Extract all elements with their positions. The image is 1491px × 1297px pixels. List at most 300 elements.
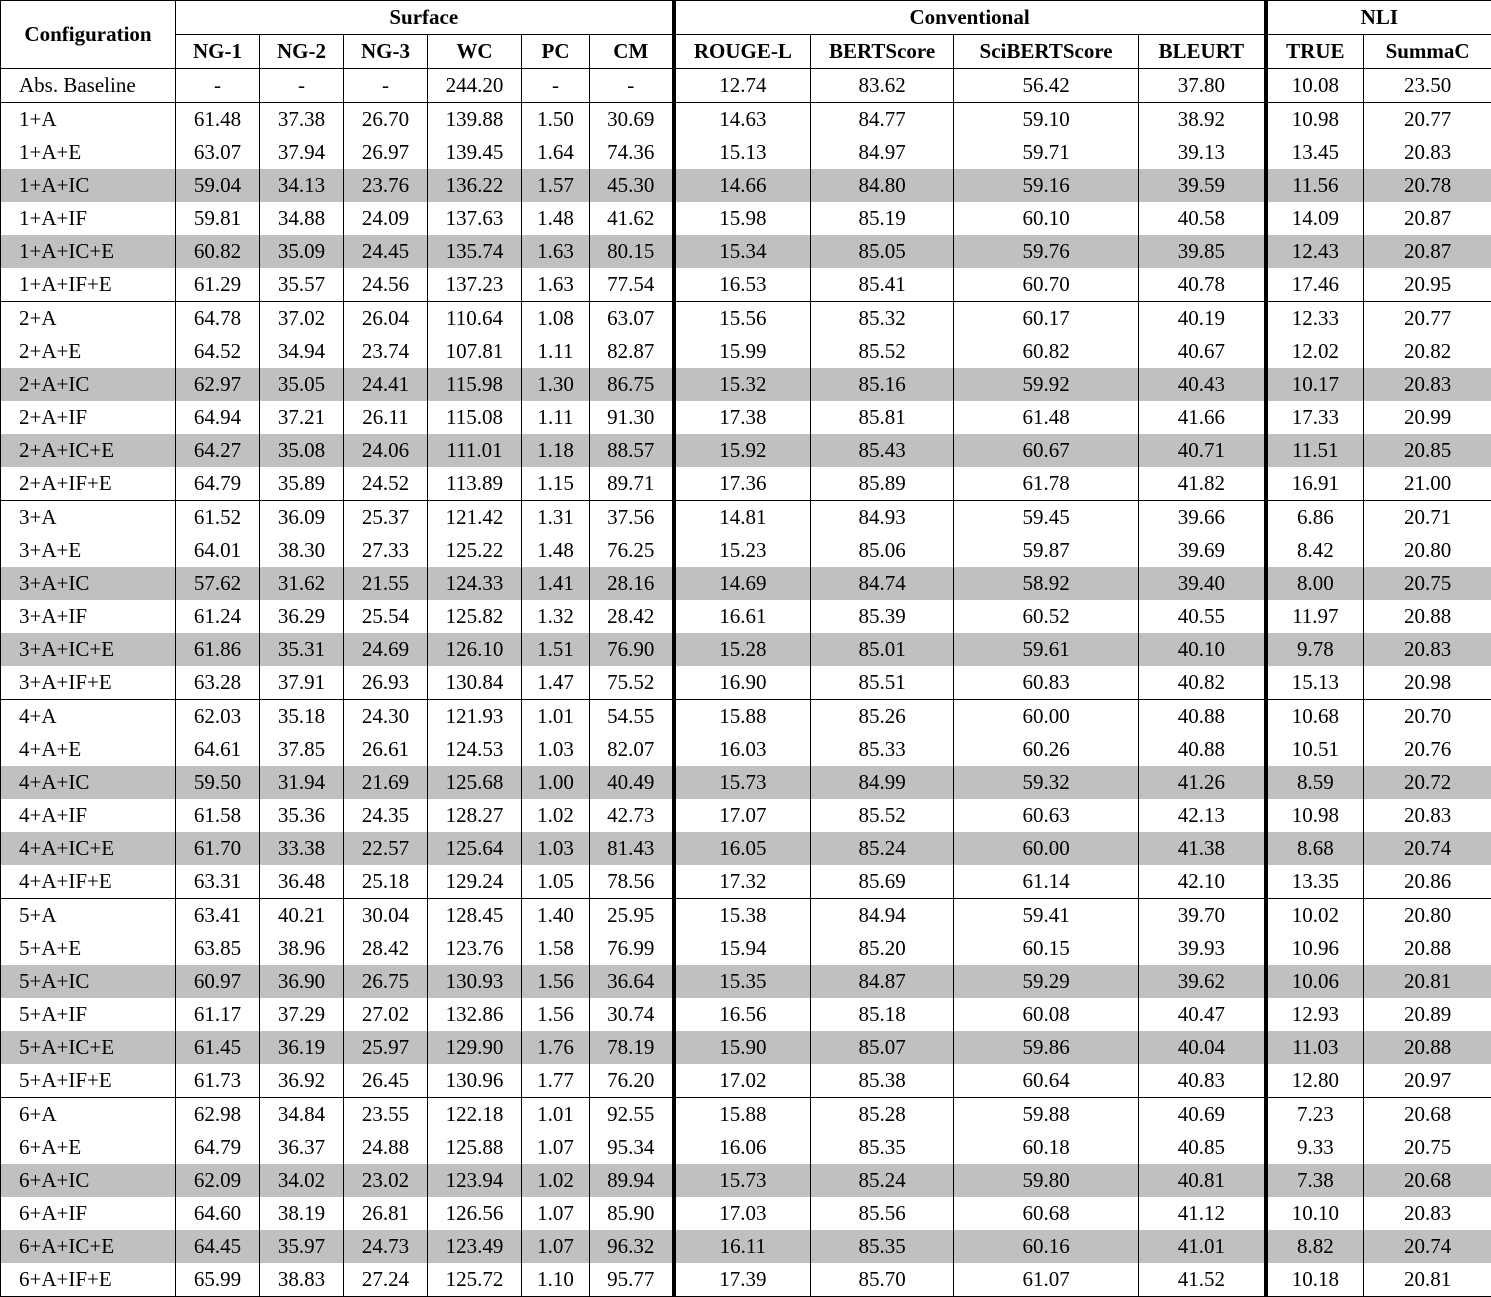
value-cell: 36.90	[260, 965, 344, 998]
table-row	[1, 666, 1491, 700]
value-cell: 78.19	[590, 1031, 674, 1064]
table-row	[1, 700, 1491, 734]
value-cell: 13.45	[1266, 136, 1364, 169]
value-cell: 40.49	[590, 766, 674, 799]
value-cell: 14.63	[674, 103, 811, 137]
value-cell: 10.18	[1266, 1263, 1364, 1297]
value-cell: 1.63	[522, 268, 590, 302]
value-cell: 15.94	[674, 932, 811, 965]
value-cell: 20.88	[1364, 1031, 1491, 1064]
value-cell: 121.42	[428, 501, 522, 535]
value-cell: 38.96	[260, 932, 344, 965]
value-cell: 37.91	[260, 666, 344, 700]
value-cell: 60.15	[954, 932, 1139, 965]
value-cell: 59.87	[954, 534, 1139, 567]
value-cell: 20.75	[1364, 567, 1491, 600]
value-cell: 17.38	[674, 401, 811, 434]
value-cell: 23.76	[344, 169, 428, 202]
value-cell: 64.79	[176, 1131, 260, 1164]
configuration-header: Configuration	[1, 1, 176, 69]
value-cell: -	[344, 69, 428, 103]
value-cell: 20.83	[1364, 136, 1491, 169]
column-header-row	[1, 35, 1491, 69]
value-cell: 15.88	[674, 1098, 811, 1132]
value-cell: 60.18	[954, 1131, 1139, 1164]
table-row	[1, 1064, 1491, 1098]
column-header-bleurt: BLEURT	[1139, 35, 1266, 69]
config-cell: 5+A+IF	[1, 998, 176, 1031]
config-cell: 2+A+IF	[1, 401, 176, 434]
table-row	[1, 401, 1491, 434]
value-cell: 35.36	[260, 799, 344, 832]
config-cell: 3+A+IC	[1, 567, 176, 600]
value-cell: 123.76	[428, 932, 522, 965]
config-cell: 3+A	[1, 501, 176, 535]
config-cell: 5+A+IC	[1, 965, 176, 998]
value-cell: 12.74	[674, 69, 811, 103]
value-cell: 60.00	[954, 700, 1139, 734]
value-cell: 85.41	[811, 268, 954, 302]
value-cell: 139.45	[428, 136, 522, 169]
value-cell: 42.10	[1139, 865, 1266, 899]
value-cell: 40.85	[1139, 1131, 1266, 1164]
value-cell: 36.19	[260, 1031, 344, 1064]
value-cell: 10.17	[1266, 368, 1364, 401]
value-cell: 25.54	[344, 600, 428, 633]
value-cell: 111.01	[428, 434, 522, 467]
value-cell: 40.88	[1139, 733, 1266, 766]
value-cell: 24.45	[344, 235, 428, 268]
table-row	[1, 434, 1491, 467]
value-cell: 61.07	[954, 1263, 1139, 1297]
value-cell: 59.92	[954, 368, 1139, 401]
value-cell: 39.66	[1139, 501, 1266, 535]
value-cell: 85.52	[811, 335, 954, 368]
column-header-bertscore: BERTScore	[811, 35, 954, 69]
value-cell: 125.72	[428, 1263, 522, 1297]
value-cell: 37.56	[590, 501, 674, 535]
value-cell: 27.24	[344, 1263, 428, 1297]
value-cell: 20.72	[1364, 766, 1491, 799]
value-cell: 40.19	[1139, 302, 1266, 336]
value-cell: 23.74	[344, 335, 428, 368]
value-cell: 35.89	[260, 467, 344, 501]
value-cell: 36.48	[260, 865, 344, 899]
value-cell: 89.94	[590, 1164, 674, 1197]
value-cell: 8.42	[1266, 534, 1364, 567]
value-cell: 59.10	[954, 103, 1139, 137]
value-cell: 84.94	[811, 899, 954, 933]
table-row	[1, 534, 1491, 567]
value-cell: 85.52	[811, 799, 954, 832]
table-row	[1, 1131, 1491, 1164]
value-cell: 36.37	[260, 1131, 344, 1164]
value-cell: 85.16	[811, 368, 954, 401]
config-cell: 4+A	[1, 700, 176, 734]
value-cell: 37.85	[260, 733, 344, 766]
value-cell: 40.04	[1139, 1031, 1266, 1064]
value-cell: 59.71	[954, 136, 1139, 169]
value-cell: 59.04	[176, 169, 260, 202]
value-cell: 22.57	[344, 832, 428, 865]
column-header-pc: PC	[522, 35, 590, 69]
value-cell: 16.91	[1266, 467, 1364, 501]
value-cell: 28.42	[590, 600, 674, 633]
value-cell: 15.73	[674, 1164, 811, 1197]
value-cell: 25.97	[344, 1031, 428, 1064]
value-cell: 59.29	[954, 965, 1139, 998]
value-cell: 85.01	[811, 633, 954, 666]
value-cell: 115.08	[428, 401, 522, 434]
value-cell: 42.73	[590, 799, 674, 832]
value-cell: 84.87	[811, 965, 954, 998]
table-row	[1, 567, 1491, 600]
value-cell: 60.67	[954, 434, 1139, 467]
value-cell: 85.56	[811, 1197, 954, 1230]
value-cell: 41.66	[1139, 401, 1266, 434]
value-cell: 61.73	[176, 1064, 260, 1098]
value-cell: 85.89	[811, 467, 954, 501]
value-cell: 40.58	[1139, 202, 1266, 235]
value-cell: 12.33	[1266, 302, 1364, 336]
value-cell: 85.24	[811, 1164, 954, 1197]
value-cell: 20.83	[1364, 633, 1491, 666]
value-cell: 23.50	[1364, 69, 1491, 103]
value-cell: 37.02	[260, 302, 344, 336]
value-cell: 26.81	[344, 1197, 428, 1230]
config-cell: 5+A	[1, 899, 176, 933]
value-cell: 39.70	[1139, 899, 1266, 933]
value-cell: 24.52	[344, 467, 428, 501]
value-cell: 16.05	[674, 832, 811, 865]
value-cell: 61.52	[176, 501, 260, 535]
value-cell: 60.63	[954, 799, 1139, 832]
value-cell: 16.06	[674, 1131, 811, 1164]
column-header-cm: CM	[590, 35, 674, 69]
value-cell: 64.78	[176, 302, 260, 336]
value-cell: 20.75	[1364, 1131, 1491, 1164]
value-cell: 74.36	[590, 136, 674, 169]
config-cell: 6+A+IF+E	[1, 1263, 176, 1297]
value-cell: 8.59	[1266, 766, 1364, 799]
value-cell: 11.03	[1266, 1031, 1364, 1064]
value-cell: 62.97	[176, 368, 260, 401]
value-cell: 61.17	[176, 998, 260, 1031]
value-cell: 39.13	[1139, 136, 1266, 169]
value-cell: 25.37	[344, 501, 428, 535]
value-cell: 39.62	[1139, 965, 1266, 998]
value-cell: 96.32	[590, 1230, 674, 1263]
value-cell: 15.23	[674, 534, 811, 567]
value-cell: 36.92	[260, 1064, 344, 1098]
table-row	[1, 302, 1491, 336]
value-cell: -	[176, 69, 260, 103]
value-cell: 128.45	[428, 899, 522, 933]
value-cell: 139.88	[428, 103, 522, 137]
value-cell: 126.10	[428, 633, 522, 666]
value-cell: 125.68	[428, 766, 522, 799]
value-cell: 23.55	[344, 1098, 428, 1132]
value-cell: 14.09	[1266, 202, 1364, 235]
value-cell: 11.51	[1266, 434, 1364, 467]
value-cell: 85.06	[811, 534, 954, 567]
value-cell: 1.31	[522, 501, 590, 535]
value-cell: 1.50	[522, 103, 590, 137]
value-cell: 37.94	[260, 136, 344, 169]
value-cell: 15.98	[674, 202, 811, 235]
value-cell: 17.39	[674, 1263, 811, 1297]
config-cell: 5+A+E	[1, 932, 176, 965]
value-cell: 16.61	[674, 600, 811, 633]
value-cell: 85.18	[811, 998, 954, 1031]
value-cell: 26.61	[344, 733, 428, 766]
value-cell: 17.02	[674, 1064, 811, 1098]
value-cell: 17.03	[674, 1197, 811, 1230]
table-row	[1, 932, 1491, 965]
value-cell: 21.69	[344, 766, 428, 799]
value-cell: 38.92	[1139, 103, 1266, 137]
value-cell: 40.47	[1139, 998, 1266, 1031]
value-cell: 125.82	[428, 600, 522, 633]
value-cell: 20.70	[1364, 700, 1491, 734]
config-cell: 1+A+IC	[1, 169, 176, 202]
value-cell: 60.10	[954, 202, 1139, 235]
value-cell: 1.01	[522, 700, 590, 734]
value-cell: 34.88	[260, 202, 344, 235]
value-cell: 20.80	[1364, 534, 1491, 567]
value-cell: 35.08	[260, 434, 344, 467]
value-cell: 85.19	[811, 202, 954, 235]
value-cell: 64.60	[176, 1197, 260, 1230]
value-cell: 85.33	[811, 733, 954, 766]
value-cell: 61.29	[176, 268, 260, 302]
value-cell: 130.96	[428, 1064, 522, 1098]
value-cell: 15.13	[1266, 666, 1364, 700]
value-cell: 31.94	[260, 766, 344, 799]
value-cell: 64.79	[176, 467, 260, 501]
value-cell: 15.56	[674, 302, 811, 336]
value-cell: 62.09	[176, 1164, 260, 1197]
value-cell: 15.35	[674, 965, 811, 998]
value-cell: 20.86	[1364, 865, 1491, 899]
value-cell: 41.12	[1139, 1197, 1266, 1230]
value-cell: 121.93	[428, 700, 522, 734]
value-cell: 40.78	[1139, 268, 1266, 302]
value-cell: 1.03	[522, 733, 590, 766]
group-header-surface: Surface	[176, 1, 674, 35]
table-row	[1, 1263, 1491, 1297]
value-cell: 39.40	[1139, 567, 1266, 600]
value-cell: 124.53	[428, 733, 522, 766]
table-row	[1, 633, 1491, 666]
value-cell: 30.04	[344, 899, 428, 933]
value-cell: 20.81	[1364, 965, 1491, 998]
value-cell: 85.28	[811, 1098, 954, 1132]
config-cell: Abs. Baseline	[1, 69, 176, 103]
value-cell: 59.86	[954, 1031, 1139, 1064]
table-row	[1, 1197, 1491, 1230]
value-cell: 65.99	[176, 1263, 260, 1297]
value-cell: 8.68	[1266, 832, 1364, 865]
table-row	[1, 832, 1491, 865]
value-cell: 113.89	[428, 467, 522, 501]
value-cell: 20.99	[1364, 401, 1491, 434]
value-cell: 20.88	[1364, 600, 1491, 633]
value-cell: 10.08	[1266, 69, 1364, 103]
value-cell: 10.02	[1266, 899, 1364, 933]
value-cell: 20.87	[1364, 235, 1491, 268]
value-cell: 16.90	[674, 666, 811, 700]
value-cell: 24.88	[344, 1131, 428, 1164]
value-cell: 1.07	[522, 1197, 590, 1230]
value-cell: 81.43	[590, 832, 674, 865]
value-cell: 1.03	[522, 832, 590, 865]
value-cell: 21.00	[1364, 467, 1491, 501]
column-header-summac: SummaC	[1364, 35, 1491, 69]
value-cell: 85.35	[811, 1230, 954, 1263]
value-cell: 84.97	[811, 136, 954, 169]
value-cell: 15.73	[674, 766, 811, 799]
table-row	[1, 69, 1491, 103]
value-cell: 11.56	[1266, 169, 1364, 202]
value-cell: 30.74	[590, 998, 674, 1031]
table-row	[1, 1164, 1491, 1197]
value-cell: 60.68	[954, 1197, 1139, 1230]
value-cell: 23.02	[344, 1164, 428, 1197]
value-cell: 82.87	[590, 335, 674, 368]
value-cell: 85.24	[811, 832, 954, 865]
value-cell: 60.82	[176, 235, 260, 268]
value-cell: 64.45	[176, 1230, 260, 1263]
value-cell: 85.90	[590, 1197, 674, 1230]
value-cell: 12.93	[1266, 998, 1364, 1031]
value-cell: 130.84	[428, 666, 522, 700]
value-cell: 1.40	[522, 899, 590, 933]
value-cell: 12.02	[1266, 335, 1364, 368]
value-cell: 16.11	[674, 1230, 811, 1263]
value-cell: 84.99	[811, 766, 954, 799]
value-cell: 39.85	[1139, 235, 1266, 268]
value-cell: 12.43	[1266, 235, 1364, 268]
value-cell: 64.61	[176, 733, 260, 766]
value-cell: 34.02	[260, 1164, 344, 1197]
value-cell: 123.49	[428, 1230, 522, 1263]
table-row	[1, 202, 1491, 235]
value-cell: 20.98	[1364, 666, 1491, 700]
value-cell: 61.48	[176, 103, 260, 137]
table-row	[1, 169, 1491, 202]
value-cell: 85.05	[811, 235, 954, 268]
value-cell: 128.27	[428, 799, 522, 832]
value-cell: 26.45	[344, 1064, 428, 1098]
value-cell: 59.81	[176, 202, 260, 235]
value-cell: 24.56	[344, 268, 428, 302]
value-cell: 60.97	[176, 965, 260, 998]
value-cell: 85.07	[811, 1031, 954, 1064]
value-cell: 34.94	[260, 335, 344, 368]
value-cell: 17.33	[1266, 401, 1364, 434]
value-cell: 1.63	[522, 235, 590, 268]
config-cell: 6+A+IC+E	[1, 1230, 176, 1263]
value-cell: 125.22	[428, 534, 522, 567]
value-cell: 9.33	[1266, 1131, 1364, 1164]
value-cell: 20.83	[1364, 799, 1491, 832]
value-cell: 35.57	[260, 268, 344, 302]
value-cell: 20.77	[1364, 103, 1491, 137]
value-cell: 86.75	[590, 368, 674, 401]
table-row	[1, 335, 1491, 368]
value-cell: 6.86	[1266, 501, 1364, 535]
value-cell: 33.38	[260, 832, 344, 865]
value-cell: 84.77	[811, 103, 954, 137]
value-cell: 1.51	[522, 633, 590, 666]
value-cell: 63.31	[176, 865, 260, 899]
value-cell: 59.32	[954, 766, 1139, 799]
value-cell: 25.95	[590, 899, 674, 933]
value-cell: 26.75	[344, 965, 428, 998]
value-cell: 21.55	[344, 567, 428, 600]
column-header-ng-2: NG-2	[260, 35, 344, 69]
value-cell: 41.26	[1139, 766, 1266, 799]
value-cell: 75.52	[590, 666, 674, 700]
value-cell: 40.81	[1139, 1164, 1266, 1197]
value-cell: 26.70	[344, 103, 428, 137]
value-cell: 63.28	[176, 666, 260, 700]
value-cell: 17.32	[674, 865, 811, 899]
value-cell: 41.62	[590, 202, 674, 235]
value-cell: 41.01	[1139, 1230, 1266, 1263]
value-cell: 8.00	[1266, 567, 1364, 600]
value-cell: 16.53	[674, 268, 811, 302]
value-cell: 85.26	[811, 700, 954, 734]
value-cell: 84.93	[811, 501, 954, 535]
value-cell: 35.18	[260, 700, 344, 734]
value-cell: 9.78	[1266, 633, 1364, 666]
value-cell: 37.80	[1139, 69, 1266, 103]
value-cell: 42.13	[1139, 799, 1266, 832]
config-cell: 1+A+IF+E	[1, 268, 176, 302]
value-cell: 20.80	[1364, 899, 1491, 933]
value-cell: 1.01	[522, 1098, 590, 1132]
value-cell: 107.81	[428, 335, 522, 368]
value-cell: 40.10	[1139, 633, 1266, 666]
value-cell: 84.80	[811, 169, 954, 202]
value-cell: 1.11	[522, 401, 590, 434]
value-cell: 1.11	[522, 335, 590, 368]
value-cell: 63.07	[176, 136, 260, 169]
value-cell: 31.62	[260, 567, 344, 600]
config-cell: 3+A+IC+E	[1, 633, 176, 666]
value-cell: 20.97	[1364, 1064, 1491, 1098]
table-row	[1, 766, 1491, 799]
value-cell: 17.07	[674, 799, 811, 832]
value-cell: 60.17	[954, 302, 1139, 336]
config-cell: 5+A+IF+E	[1, 1064, 176, 1098]
value-cell: 76.25	[590, 534, 674, 567]
table-row	[1, 136, 1491, 169]
value-cell: 34.84	[260, 1098, 344, 1132]
config-cell: 1+A+E	[1, 136, 176, 169]
value-cell: 20.77	[1364, 302, 1491, 336]
value-cell: 123.94	[428, 1164, 522, 1197]
table-row	[1, 1031, 1491, 1064]
config-cell: 1+A+IC+E	[1, 235, 176, 268]
value-cell: 92.55	[590, 1098, 674, 1132]
value-cell: 40.82	[1139, 666, 1266, 700]
column-header-wc: WC	[428, 35, 522, 69]
value-cell: 115.98	[428, 368, 522, 401]
value-cell: 85.38	[811, 1064, 954, 1098]
